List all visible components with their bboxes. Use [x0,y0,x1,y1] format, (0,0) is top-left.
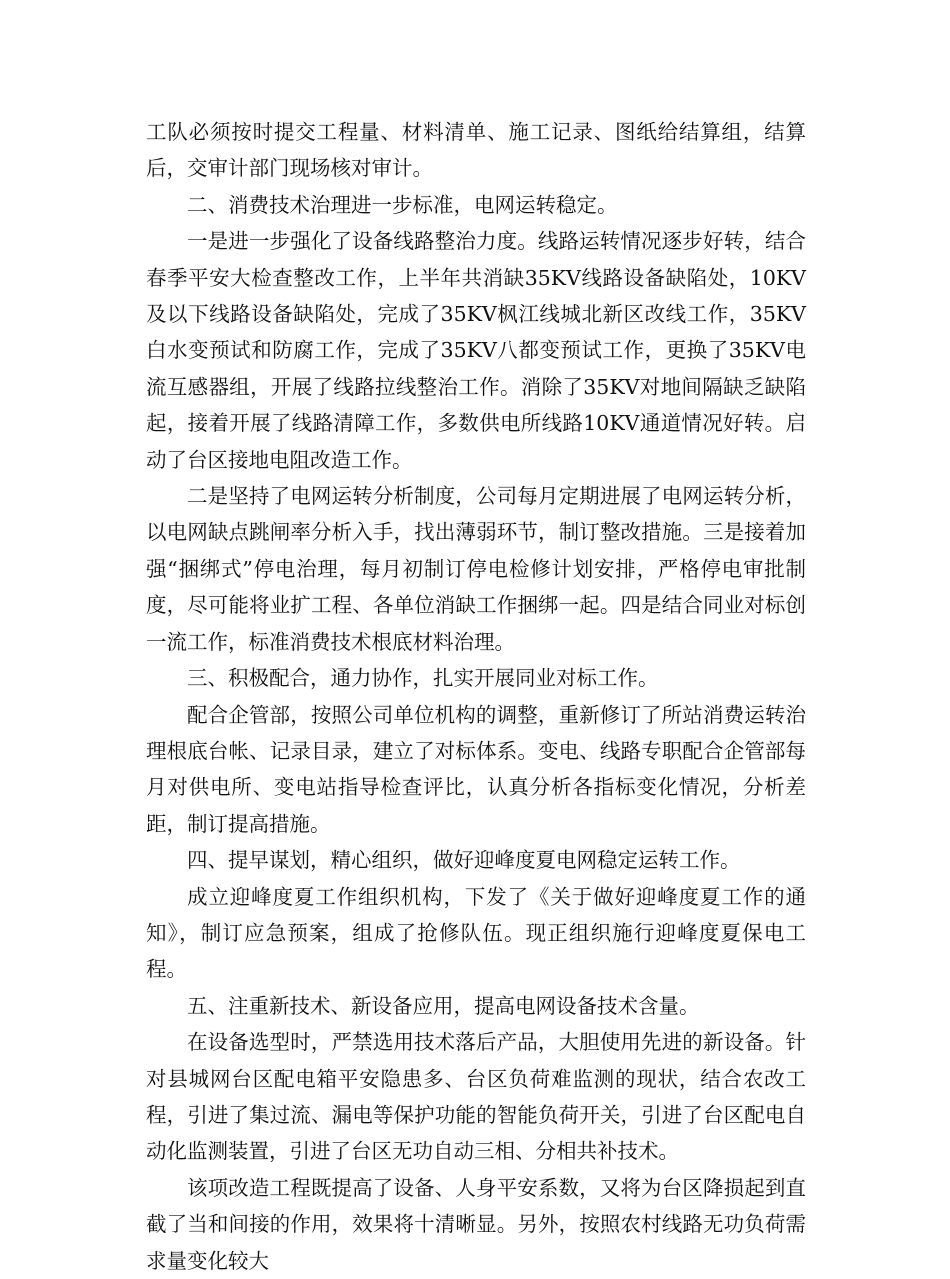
paragraph-6: 配合企管部，按照公司单位机构的调整，重新修订了所站消费运转治理根底台帐、记录目录，建立了对标体系。变电、线路专职配合企管部每月对供电所、变电站指导检查评比，认真分析各指标变化情况，分析差距，制订提高措施。 [146,702,806,836]
section-heading-4: 四、提早谋划，精心组织，做好迎峰度夏电网稳定运转工作。 [187,848,741,873]
section-heading-2: 二、消费技术治理进一步标准，电网运转稳定。 [187,192,618,217]
paragraph-1: 工队必须按时提交工程量、材料清单、施工记录、图纸给结算组，结算后，交审计部门现场核对审计。 [146,120,806,181]
document-body [146,114,806,1279]
paragraph-3: 一是进一步强化了设备线路整治力度。线路运转情况逐步好转，结合春季平安大检查整改工作，上半年共消缺35KV线路设备缺陷处，10KV及以下线路设备缺陷处，完成了35KV枫江线城北新区改线工作，35KV白水变预试和防腐工作，完成了35KV八都变预试工作，更换了35KV电流互感器组，开展了线路拉线整治工作。消除了35KV对地间隔缺乏缺陷起，接着开展了线路清障工作，多数供电所线路10KV通道情况好转。启动了台区接地电阻改造工作。 [146,229,806,472]
paragraph-4: 二是坚持了电网运转分析制度，公司每月定期进展了电网运转分析，以电网缺点跳闸率分析入手，找出薄弱环节，制订整改措施。三是接着加强“捆绑式”停电治理，每月初制订停电检修计划安排，严格停电审批制度，尽可能将业扩工程、各单位消缺工作捆绑一起。四是结合同业对标创一流工作，标准消费技术根底材料治理。 [146,484,806,654]
paragraph-10: 在设备选型时，严禁选用技术落后产品，大胆使用先进的新设备。针对县城网台区配电箱平安隐患多、台区负荷难监测的现状，结合农改工程，引进了集过流、漏电等保护功能的智能负荷开关，引进了台区配电自动化监测装置，引进了台区无功自动三相、分相共补技术。 [146,1030,806,1164]
section-heading-5: 五、注重新技术、新设备应用，提高电网设备技术含量。 [187,993,700,1018]
paragraph-11: 该项改造工程既提高了设备、人身平安系数，又将为台区降损起到直截了当和间接的作用，效果将十清晰显。另外，按照农村线路无功负荷需求量变化较大 [146,1175,806,1273]
paragraph-8: 成立迎峰度夏工作组织机构，下发了《关于做好迎峰度夏工作的通知》，制订应急预案，组成了抢修队伍。现正组织施行迎峰度夏保电工程。 [146,884,806,982]
section-heading-3: 三、积极配合，通力协作，扎实开展同业对标工作。 [187,666,659,691]
